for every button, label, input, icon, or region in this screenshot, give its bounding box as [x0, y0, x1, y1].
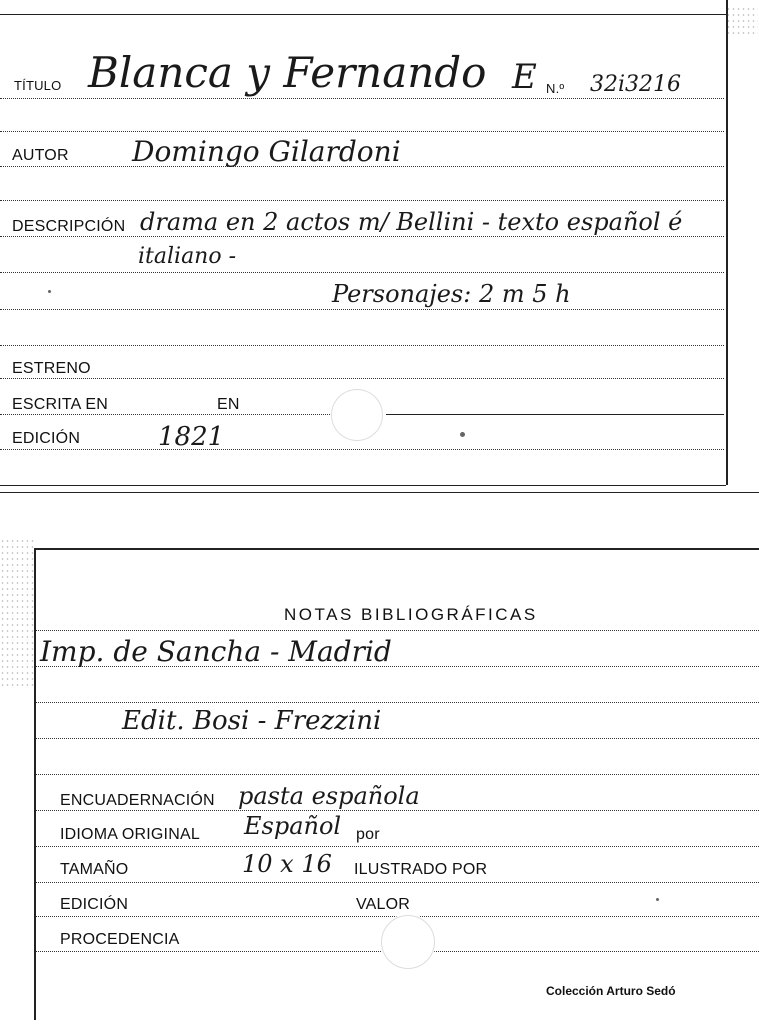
ruled-line — [36, 774, 759, 775]
descripcion-line-2: italiano - — [138, 244, 237, 269]
collection-footer: Colección Arturo Sedó — [546, 984, 676, 998]
registro-value: 32i3216 — [590, 72, 682, 97]
estreno-label: ESTRENO — [12, 360, 91, 377]
ruled-line — [0, 131, 724, 132]
ruled-line — [36, 738, 759, 739]
punch-hole — [380, 914, 436, 970]
ruled-line — [0, 200, 724, 201]
encuadernacion-value: pasta española — [238, 782, 420, 810]
idioma-label: IDIOMA ORIGINAL — [60, 826, 200, 843]
ruled-line — [0, 272, 724, 273]
valor-label: VALOR — [356, 896, 411, 913]
registro-label: N.º — [546, 81, 565, 96]
autor-value: Domingo Gilardoni — [132, 135, 401, 168]
ruled-line — [0, 378, 724, 379]
catalog-card-front — [0, 0, 728, 485]
encuadernacion-label: ENCUADERNACIÓN — [60, 792, 215, 809]
punch-hole — [330, 388, 384, 442]
ruled-line — [0, 449, 724, 450]
ink-speck — [460, 432, 465, 437]
ruled-line — [0, 309, 724, 310]
ruled-line — [0, 345, 724, 346]
edicion-label: EDICIÓN — [12, 430, 81, 447]
idioma-value: Español — [244, 812, 342, 840]
nota-line-2: Edit. Bosi - Frezzini — [122, 706, 382, 736]
descripcion-line-3: Personajes: 2 m 5 h — [332, 280, 571, 308]
paper-texture — [726, 6, 758, 36]
ruled-line — [0, 414, 330, 415]
ruled-line — [36, 882, 759, 883]
tamano-label: TAMAÑO — [60, 861, 129, 878]
descripcion-line-1: drama en 2 actos m/ Bellini - texto español é — [140, 208, 683, 236]
registro-prefix: E — [512, 57, 537, 97]
ink-speck — [48, 290, 51, 293]
ruled-line — [36, 630, 759, 631]
edicion-2-label: EDICIÓN — [60, 896, 129, 913]
edicion-value: 1821 — [158, 422, 225, 452]
ruled-line — [36, 702, 759, 703]
ruled-line — [0, 98, 724, 99]
tamano-value: 10 x 16 — [242, 850, 332, 878]
ink-speck — [656, 898, 659, 901]
titulo-value: Blanca y Fernando — [88, 48, 487, 97]
paper-texture — [0, 538, 34, 688]
catalog-card-back — [34, 548, 759, 1020]
ruled-line — [386, 414, 724, 415]
en-label: EN — [217, 396, 240, 413]
idioma-por-label: por — [356, 826, 380, 843]
titulo-label: TÍTULO — [14, 78, 62, 93]
autor-label: AUTOR — [12, 147, 69, 164]
procedencia-label: PROCEDENCIA — [60, 931, 180, 948]
ruled-line — [0, 236, 724, 237]
card-separator — [0, 492, 759, 493]
ruled-line — [36, 810, 759, 811]
nota-line-1: Imp. de Sancha - Madrid — [40, 635, 392, 668]
card-bottom-edge — [0, 485, 726, 486]
notas-heading: NOTAS BIBLIOGRÁFICAS — [284, 605, 538, 624]
card-top-edge — [0, 14, 726, 15]
ilustrado-label: ILUSTRADO POR — [354, 861, 488, 878]
descripcion-label: DESCRIPCIÓN — [12, 218, 126, 235]
escrita-en-label: ESCRITA EN — [12, 396, 108, 413]
ruled-line — [36, 846, 759, 847]
